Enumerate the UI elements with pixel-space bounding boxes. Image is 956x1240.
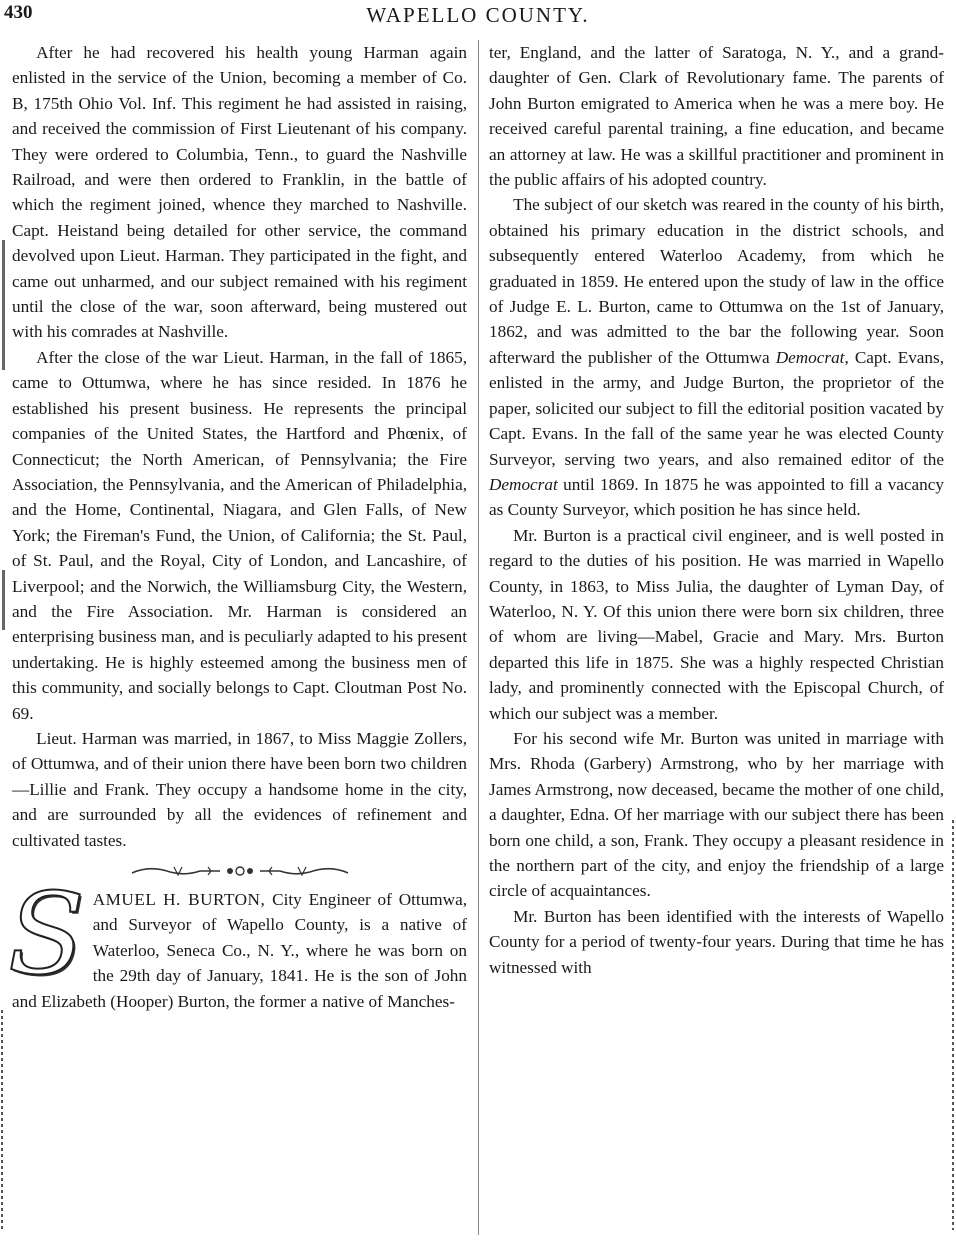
paragraph-text: , Capt. Evans, enlisted in the army, and Judge Burton, the proprietor of the paper, solicited our subject to fill the editorial position vacated by Capt. Evans. In the fall of the same year he was elected County Surveyor, serving two years, and also remained editor of the [489,347,944,469]
paragraph: Mr. Burton is a practical civil engineer, and is well posted in regard to the duties of his position. He was married in Wapello County, in 1863, to Miss Julia, the daughter of Lyman Day, of Waterloo, N. Y. Of this union there were born six children, three of whom are living—Mabel, Gracie and Mary. Mrs. Burton departed this life in 1875. She was a highly respected Christian lady, and prominently connected with the Episcopal Church, of which our subject was a member. [489,525,944,723]
newspaper-name: Democrat [775,347,845,367]
paragraph: Lieut. Harman was married, in 1867, to Miss Maggie Zollers, of Ottumwa, and of their union there have been born two children—Lillie and Frank. They occupy a handsome home in the city, and are surrounded by all the evidences of refinement and cultivated tastes. [12,728,467,850]
scan-edge-dashes [1,1010,3,1230]
running-title: WAPELLO COUNTY. [366,3,590,27]
paragraph: After he had recovered his health young Harman again enlisted in the service of the Union, becoming a member of Co. B, 175th Ohio Vol. Inf. This regiment he had assisted in raising, and received the commission of First Lieutenant of his company. They were ordered to Columbia, Tenn., to guard the Nashville Railroad, and were then ordered to Franklin, in the battle of which the regiment joined, whence they marched to Nashville. Capt. Heistand being detailed for other service, the command devolved upon Lieut. Harman. They participated in the fight, and came out unharmed, and our subject remained with his regiment until the close of the war, soon afterward, being mustered out with his comrades at Nashville. [12,43,467,342]
newspaper-name: Democrat [489,474,558,494]
paragraph-text: until 1869. In 1875 he was appointed to fill a vacancy as County Surveyor, which position he has since held. [489,474,944,520]
paragraph-text: City Engineer of Ottumwa, and Surveyor of Wapello County, is a native of Waterloo, Seneca Co., N. Y., where he was born on the 29th day of January, 1841. He is the son of John and Elizabeth (Hooper) Burton, the former a native of Manches- [12,890,467,1011]
paragraph: After the close of the war Lieut. Harman, in the fall of 1865, came to Ottumwa, where he has since resided. In 1876 he established his present business. He represents the principal companies of the United States, the Hartford and Phœnix, of Connecticut; the North American, of Pennsylvania; the Fire Association, the Pennsylvania, and the American of Philadelphia, and the Home, Continental, Niagara, and Glen Falls, of New York; the Fireman's Fund, the Union, of California; the St. Paul, of St. Paul, and the Royal, City of London, and Lancashire, of Liverpool; and the Norwich, the Williamsburg City, the Western, and the Fire Association. Mr. Harman is considered an enterprising business man, and is peculiarly adapted to his present undertaking. He is highly esteemed among the business men of this community, and socially belongs to Capt. Cloutman Post No. 69. [12,347,467,723]
column-divider [478,40,479,1235]
scan-edge-mark [2,570,5,630]
name-lead: AMUEL H. BURTON, [92,890,266,909]
ornament-flourish-icon [130,863,350,877]
left-column [8,40,467,1014]
page-number: 430 [4,2,33,23]
paragraph: Mr. Burton has been identified with the interests of Wapello County for a period of twenty-four years. During that time he has witnessed with [489,906,944,977]
paragraph-text: The subject of our sketch was reared in the county of his birth, obtained his primary education in the district schools, and subsequently entered Waterloo Academy, from which he graduated in 1859. He entered upon the study of law in the office of Judge E. L. Burton, came to Ottumwa on the 1st of January, 1862, and was admitted to the bar the following year. Soon afterward the publisher of the Ottumwa [489,195,944,367]
scan-edge-dashes [952,820,954,1230]
paragraph: ter, England, and the latter of Saratoga, N. Y., and a grand-daughter of Gen. Clark of Revolutionary fame. The parents of John Burton emigrated to America when he was a mere boy. He received careful parental training, a fine education, and became an attorney at law. He was a skillful practitioner and prominent in the public affairs of his adopted country. [489,43,944,190]
scan-edge-mark [2,240,5,370]
paragraph [489,192,944,522]
paragraph [8,870,467,1014]
right-column [489,40,944,980]
drop-cap: S [8,870,85,1000]
page-header [0,0,956,30]
paragraph: For his second wife Mr. Burton was united in marriage with Mrs. Rhoda (Garbery) Armstrong, who by her marriage with James Armstrong, now deceased, became the mother of one child, a daughter, Edna. Of her marriage with our subject there has been born one child, a son, Frank. They occupy a pleasant residence in the northern part of the city, and enjoy the friendship of a large circle of acquaintances. [489,728,944,901]
